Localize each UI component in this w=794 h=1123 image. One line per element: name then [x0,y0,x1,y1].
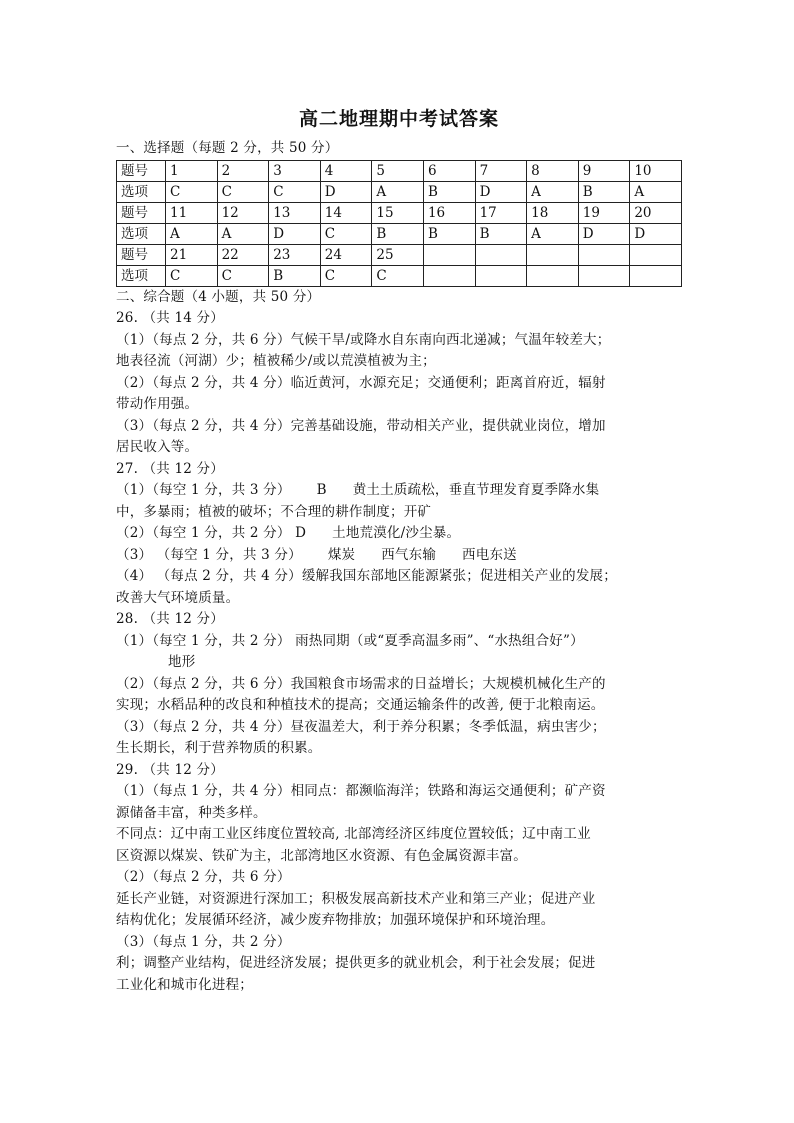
table-cell: 12 [217,202,269,223]
table-cell: 9 [578,160,630,181]
text-line: 改善大气环境质量。 [116,589,240,606]
q27-3-label: （3） （每空 1 分，共 3 分） [116,546,302,563]
text-line: 延长产业链，对资源进行深加工；积极发展高新技术产业和第三产业；促进产业 [116,890,596,907]
table-cell: B [423,181,475,202]
text-line: （2）（每点 2 分，共 6 分）我国粮食市场需求的日益增长；大规模机械化生产的 [116,675,606,692]
text-line: 生长期长，利于营养物质的积累。 [116,740,322,756]
section2-heading: 二、综合题（4 小题，共 50 分） [116,288,321,305]
q27-3-answer-a: 煤炭 [327,546,356,563]
table-cell [475,265,527,286]
section1-heading: 一、选择题（每题 2 分，共 50 分） [116,140,339,156]
table-cell: C [166,181,218,202]
text-line: 29. （共 12 分） [116,761,224,778]
table-cell: 18 [527,202,579,223]
table-cell: C [372,265,424,286]
table-cell: A [166,223,218,244]
table-row-header: 选项 [117,265,166,286]
table-cell: C [320,223,372,244]
q27-1-answer-b: 黄土土质疏松，垂直节理发育夏季降水集 [352,482,600,498]
text-line: （3）（每点 2 分，共 4 分）昼夜温差大，利于养分积累；冬季低温，病虫害少； [116,718,606,735]
table-row [117,160,682,181]
text-line: （4） （每点 2 分，共 4 分）缓解我国东部地区能源紧张；促进相关产业的发展； [116,568,617,584]
table-cell: C [269,181,321,202]
q27-3-line [116,545,682,567]
table-row-header: 题号 [117,244,166,265]
q27-2-answer-b: 土地荒漠化/沙尘暴。 [332,525,461,541]
table-cell: 7 [475,160,527,181]
table-cell [578,265,630,286]
choice-answer-table [116,160,682,287]
q27-1-label: （1）（每空 1 分，共 3 分） [116,482,291,498]
table-cell [578,244,630,265]
table-cell: A [527,223,579,244]
table-cell: 22 [217,244,269,265]
table-cell [527,265,579,286]
q27-1-line [116,480,682,502]
table-cell: 15 [372,202,424,223]
table-cell: C [217,181,269,202]
text-line: 不同点：辽中南工业区纬度位置较高, 北部湾经济区纬度位置较低；辽中南工业 [116,826,591,842]
table-cell: B [269,265,321,286]
table-cell: 25 [372,244,424,265]
table-cell: D [630,223,682,244]
table-cell: 8 [527,160,579,181]
table-cell: 3 [269,160,321,181]
table-cell: 2 [217,160,269,181]
table-row [117,181,682,202]
table-cell: A [527,181,579,202]
text-line: 工业化和城市化进程； [116,976,253,993]
table-cell [527,244,579,265]
table-cell: C [320,265,372,286]
table-row [117,223,682,244]
table-cell: A [217,223,269,244]
table-cell: 20 [630,202,682,223]
table-row [117,265,682,286]
text-line: 结构优化；发展循环经济，减少废弃物排放；加强环境保护和环境治理。 [116,912,555,928]
table-cell: 17 [475,202,527,223]
text-line: 源储备丰富，种类多样。 [116,804,267,821]
q27-2-answer-a: D [295,525,307,541]
table-row [117,202,682,223]
text-line: 28. （共 12 分） [116,611,224,627]
table-cell: D [320,181,372,202]
text-line: 中，多暴雨；植被的破坏；不合理的耕作制度；开矿 [116,503,432,520]
table-cell: B [475,223,527,244]
table-cell: D [475,181,527,202]
table-cell: 13 [269,202,321,223]
table-row-header: 题号 [117,160,166,181]
table-cell: D [578,223,630,244]
table-cell: B [372,223,424,244]
text-line: 带动作用强。 [116,396,199,412]
q27-1-answer-a: B [316,482,327,498]
table-cell: B [578,181,630,202]
table-cell: 6 [423,160,475,181]
text-line: （1）（每点 2 分，共 6 分）气候干旱/或降水自东南向西北递减；气温年较差大； [116,331,611,348]
table-cell [475,244,527,265]
q29-block [116,760,682,997]
table-cell: 23 [269,244,321,265]
table-cell: 1 [166,160,218,181]
table-cell [630,265,682,286]
table-row-header: 选项 [117,223,166,244]
answer-sheet [116,100,682,996]
text-line: （3）（每点 2 分，共 4 分）完善基础设施，带动相关产业，提供就业岗位，增加 [116,417,606,434]
text-line: 居民收入等。 [116,439,199,455]
q27-3-answer-b: 西气东输 [381,546,437,563]
table-cell: D [269,223,321,244]
table-row [117,244,682,265]
text-line: 26. （共 14 分） [116,310,224,326]
text-line: 实现；水稻品种的改良和种植技术的提高；交通运输条件的改善, 便于北粮南运。 [116,697,605,713]
text-line: 地形 [168,654,196,670]
table-cell: 5 [372,160,424,181]
text-line: （3）（每点 1 分，共 2 分） [116,933,291,950]
table-cell: 19 [578,202,630,223]
table-cell: 4 [320,160,372,181]
table-cell: C [166,265,218,286]
table-cell: 10 [630,160,682,181]
q27-block [116,480,682,609]
table-row-header: 题号 [117,202,166,223]
table-cell: A [372,181,424,202]
text-line: （2）（每点 2 分，共 4 分）临近黄河，水源充足；交通便利；距离首府近，辐射 [116,374,606,391]
table-cell: 16 [423,202,475,223]
text-line: （2）（每点 2 分，共 6 分） [116,869,291,885]
table-cell [423,244,475,265]
table-row-header: 选项 [117,181,166,202]
q27-2-line [116,523,682,545]
table-cell [423,265,475,286]
page-title: 高二地理期中考试答案 [298,108,499,130]
table-cell: 14 [320,202,372,223]
text-line: 区资源以煤炭、铁矿为主，北部湾地区水资源、有色金属资源丰富。 [116,847,527,864]
q28-block [116,609,682,760]
table-cell: 11 [166,202,218,223]
q27-2-label: （2）（每空 1 分，共 2 分） [116,525,291,541]
text-line: （1）（每点 1 分，共 4 分）相同点：都濒临海洋；铁路和海运交通便利；矿产资 [116,783,606,799]
q26-block [116,308,682,480]
text-line: （1）（每空 1 分，共 2 分） 雨热同期（或“夏季高温多雨”、“水热组合好”） [116,632,584,649]
q27-3-answer-c: 西电东送 [462,546,517,563]
text-line: 地表径流（河湖）少；植被稀少/或以荒漠植被为主； [116,353,436,369]
text-line: 27. （共 12 分） [116,460,224,477]
table-cell: B [423,223,475,244]
table-cell: C [217,265,269,286]
table-cell [630,244,682,265]
table-cell: A [630,181,682,202]
table-cell: 21 [166,244,218,265]
text-line: 利；调整产业结构，促进经济发展；提供更多的就业机会，利于社会发展；促进 [116,955,596,971]
table-cell: 24 [320,244,372,265]
